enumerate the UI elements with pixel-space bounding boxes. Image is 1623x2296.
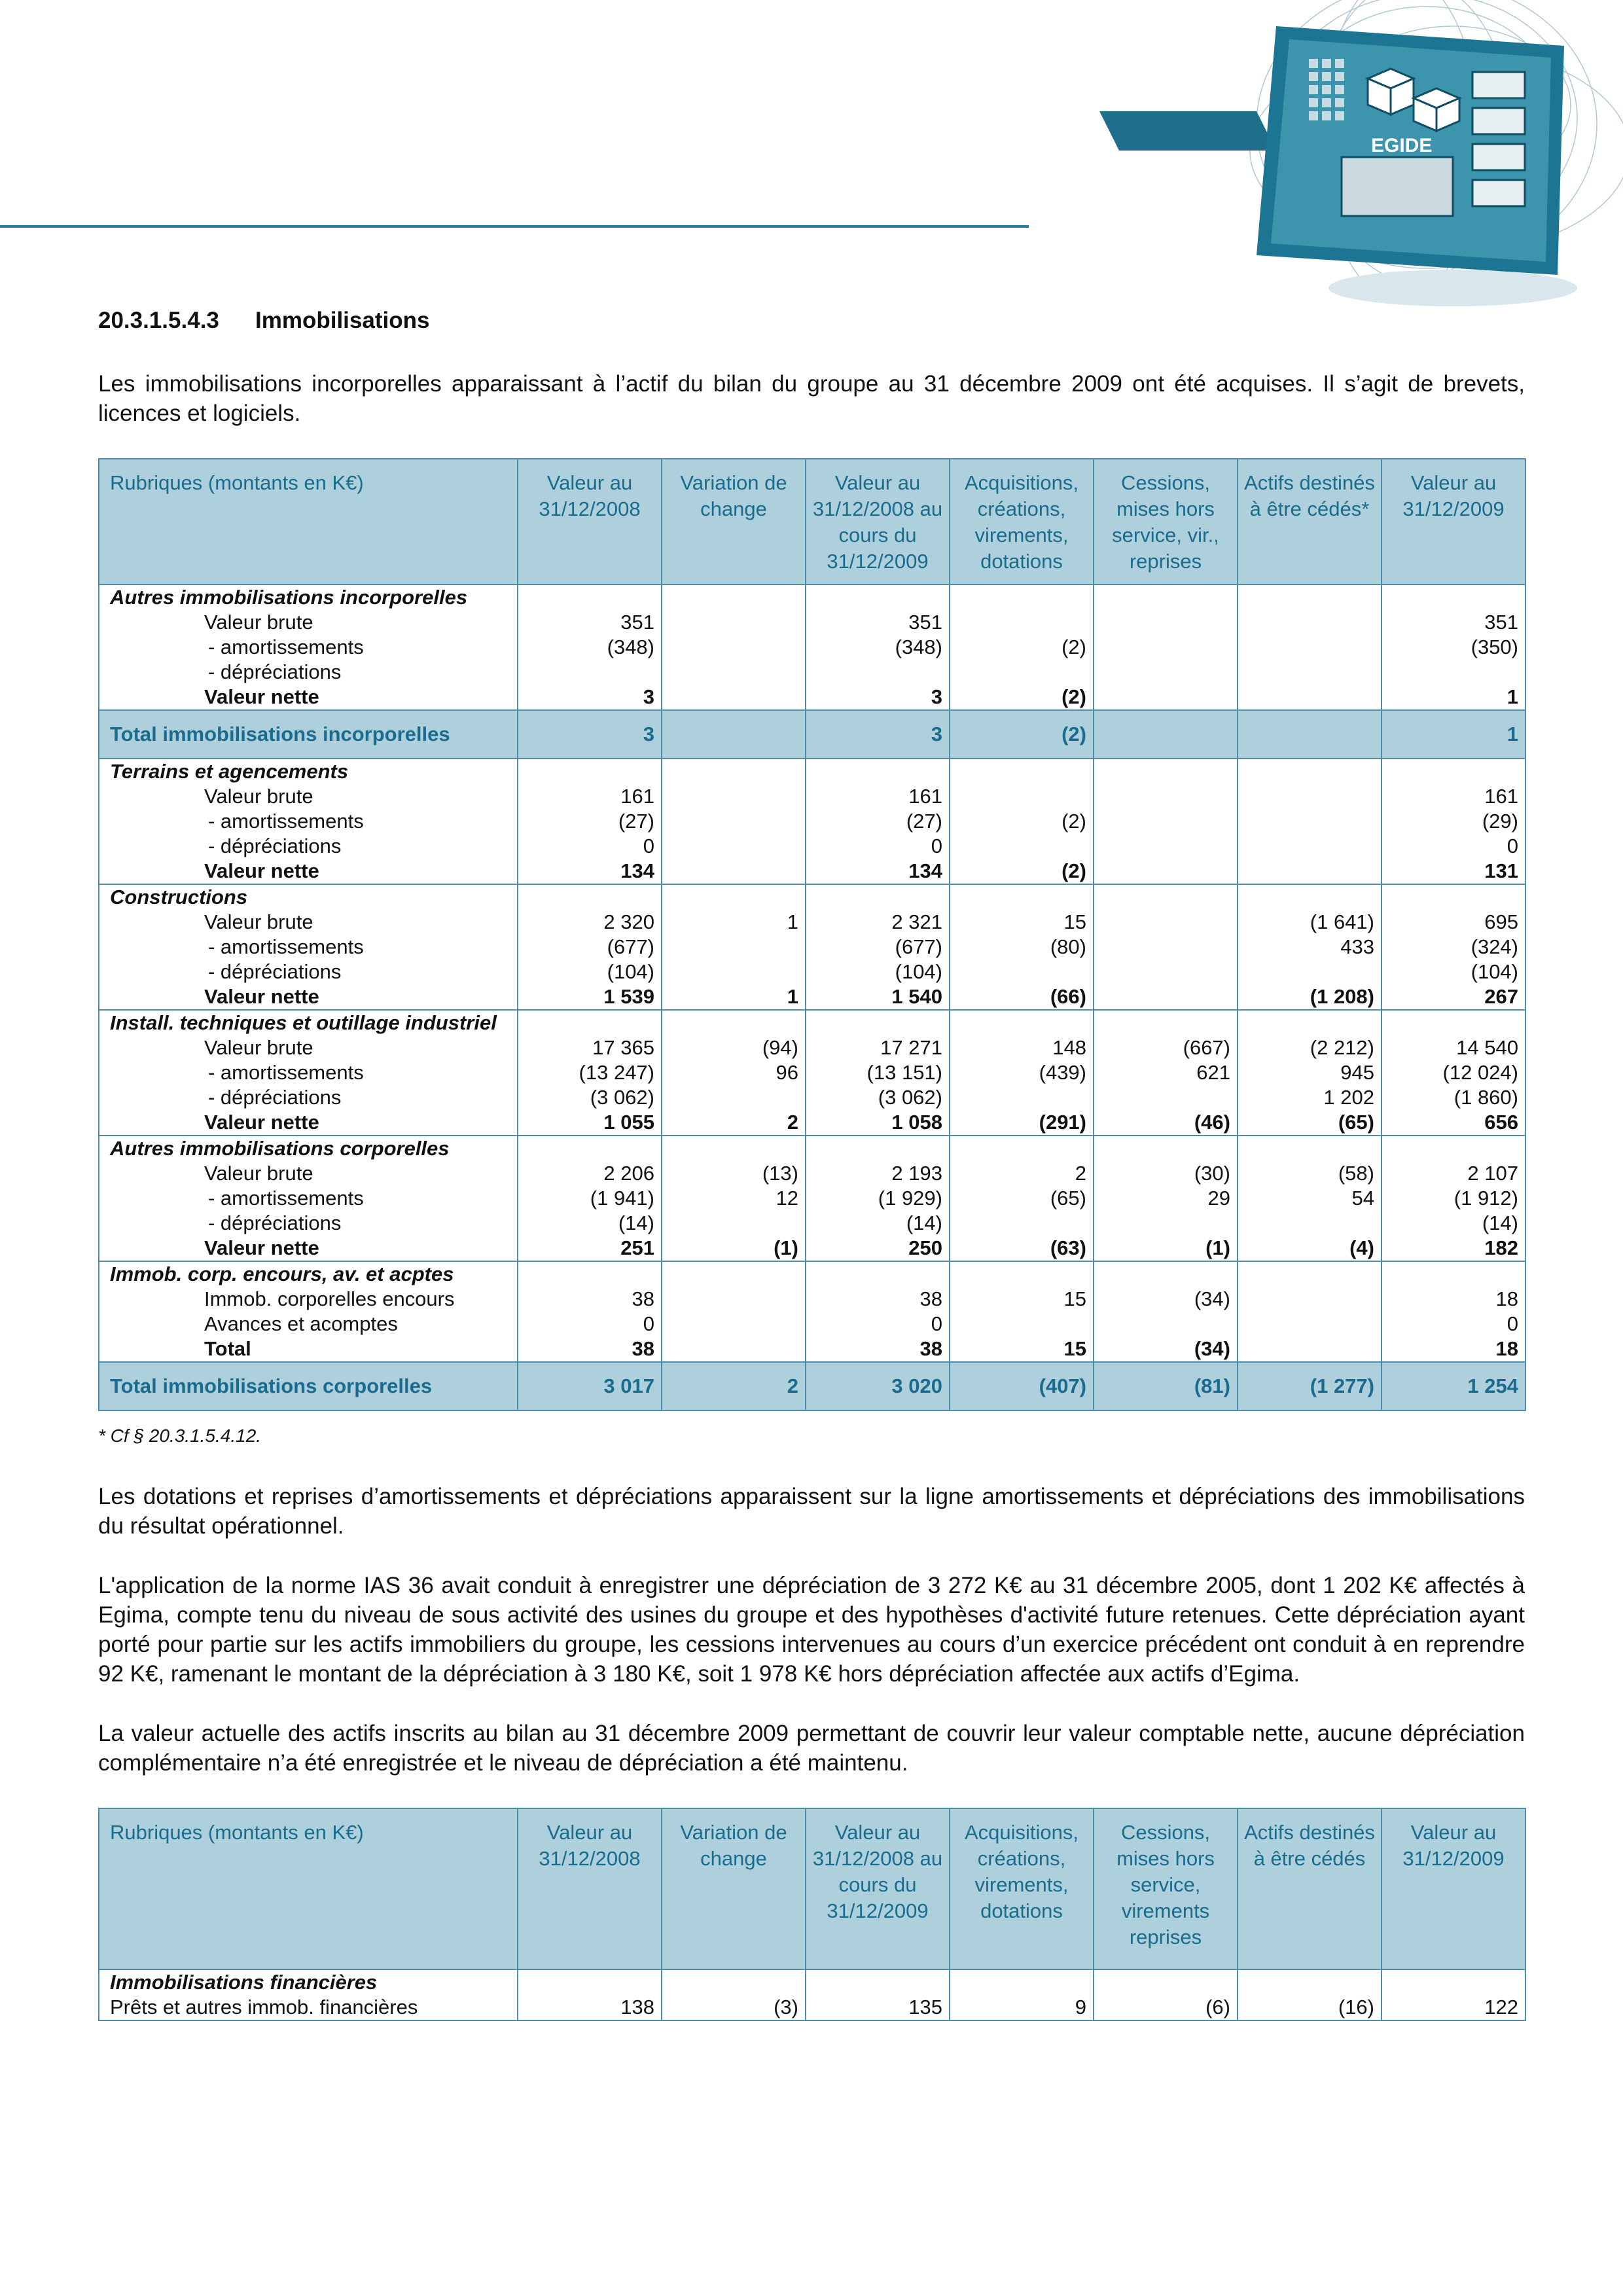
table-cell: (324) bbox=[1471, 935, 1518, 958]
column-header: Cessions, mises hors service, virements reprises bbox=[1094, 1808, 1238, 1969]
table-cell bbox=[669, 809, 798, 834]
table-cell: 621 bbox=[1196, 1061, 1230, 1084]
table-cell bbox=[1101, 784, 1230, 809]
table-cell bbox=[957, 1312, 1086, 1336]
table-cell bbox=[1245, 660, 1374, 685]
table-cell: 138 bbox=[620, 1996, 654, 2018]
table-cell: 351 bbox=[1484, 611, 1518, 634]
table-cell bbox=[1101, 910, 1230, 935]
table-cell: 267 bbox=[1484, 985, 1518, 1008]
table-cell: (439) bbox=[1039, 1061, 1086, 1084]
logo-text: EGIDE bbox=[1371, 135, 1433, 156]
header-rule bbox=[0, 225, 1029, 228]
table-cell bbox=[662, 710, 806, 759]
table-cell: 351 bbox=[620, 611, 654, 634]
row-label: - dépréciations bbox=[208, 660, 342, 683]
table-cell: 17 271 bbox=[880, 1036, 942, 1059]
section-heading bbox=[98, 308, 1525, 334]
table-cell: 250 bbox=[908, 1236, 942, 1259]
table-cell: 29 bbox=[1207, 1187, 1230, 1210]
row-label: Valeur nette bbox=[204, 1111, 319, 1134]
table-cell: (677) bbox=[895, 935, 942, 958]
table-cell: 38 bbox=[919, 1287, 942, 1310]
table-cell: (1 277) bbox=[1238, 1362, 1382, 1410]
table-cell: (1 860) bbox=[1454, 1086, 1518, 1109]
table-cell: 96 bbox=[776, 1061, 798, 1084]
table-cell: 15 bbox=[1063, 1337, 1086, 1360]
table-cell: (350) bbox=[1471, 636, 1518, 658]
column-header: Valeur au 31/12/2008 au cours du 31/12/2009 bbox=[806, 1808, 950, 1969]
column-header: Variation de change bbox=[662, 459, 806, 584]
table-cell: (667) bbox=[1183, 1036, 1230, 1059]
table-cell: 433 bbox=[1340, 935, 1374, 958]
paragraph: La valeur actuelle des actifs inscrits au bilan au 31 décembre 2009 permettant de couvrir leur valeur comptable nette, aucune dépréciation complémentaire n’a été enregistrée et le niveau de dépréciation a été maintenu. bbox=[98, 1721, 1525, 1776]
table-cell bbox=[1101, 660, 1230, 685]
table-cell bbox=[669, 685, 798, 709]
table-cell bbox=[1101, 834, 1230, 859]
table-cell: 3 bbox=[806, 710, 950, 759]
table-cell: (348) bbox=[607, 636, 654, 658]
table-cell: (1 208) bbox=[1310, 985, 1374, 1008]
row-label: Valeur brute bbox=[204, 611, 313, 634]
table-cell: (80) bbox=[1050, 935, 1086, 958]
table-cell: (34) bbox=[1194, 1337, 1230, 1360]
table-cell bbox=[957, 1085, 1086, 1110]
table-cell: 131 bbox=[1484, 859, 1518, 882]
total-label: Total immobilisations incorporelles bbox=[99, 710, 518, 759]
table-cell bbox=[1101, 685, 1230, 709]
table-cell: (34) bbox=[1194, 1287, 1230, 1310]
column-header: Valeur au 31/12/2009 bbox=[1382, 1808, 1525, 1969]
table-cell: 122 bbox=[1484, 1996, 1518, 2018]
table-cell: (66) bbox=[1050, 985, 1086, 1008]
row-label: Prêts et autres immob. financières bbox=[110, 1996, 418, 2018]
table-cell: (348) bbox=[895, 636, 942, 658]
table-cell: 1 202 bbox=[1323, 1086, 1374, 1109]
table-cell: (104) bbox=[1471, 960, 1518, 983]
table-group bbox=[99, 1969, 1525, 2020]
table-cell: (4) bbox=[1349, 1236, 1374, 1259]
table-cell: 134 bbox=[908, 859, 942, 882]
group-title: Terrains et agencements bbox=[110, 760, 349, 783]
row-label: - amortissements bbox=[208, 810, 364, 833]
table-cell: (3 062) bbox=[878, 1086, 942, 1109]
table-cell: (14) bbox=[618, 1211, 654, 1234]
table-cell: 15 bbox=[1063, 1287, 1086, 1310]
row-label: Valeur brute bbox=[204, 910, 313, 933]
table-cell: (2) bbox=[950, 710, 1094, 759]
row-label: - dépréciations bbox=[208, 834, 342, 857]
table-cell: 2 206 bbox=[603, 1162, 654, 1185]
row-label: - dépréciations bbox=[208, 960, 342, 983]
table-cell: (29) bbox=[1482, 810, 1518, 833]
page-content bbox=[98, 308, 1525, 2021]
table-cell bbox=[1245, 1312, 1374, 1336]
table-cell: (13) bbox=[762, 1162, 798, 1185]
table-cell: 18 bbox=[1495, 1337, 1518, 1360]
table-cell bbox=[1245, 784, 1374, 809]
immobilisations-financieres-table bbox=[98, 1808, 1526, 2021]
column-header: Actifs destinés à être cédés bbox=[1238, 1808, 1382, 1969]
table-cell bbox=[813, 660, 942, 685]
group-title: Constructions bbox=[110, 886, 248, 908]
row-label: Valeur nette bbox=[204, 685, 319, 708]
table-cell: (1) bbox=[774, 1236, 798, 1259]
table-cell: 2 bbox=[1075, 1162, 1086, 1185]
table-cell: 1 bbox=[1382, 710, 1525, 759]
table-cell: 134 bbox=[620, 859, 654, 882]
table-group bbox=[99, 1261, 1525, 1362]
table-cell: 1 bbox=[787, 910, 798, 933]
group-title: Autres immobilisations incorporelles bbox=[110, 586, 468, 609]
row-label: Valeur nette bbox=[204, 859, 319, 882]
table-cell: 15 bbox=[1063, 910, 1086, 933]
table-cell: 3 bbox=[518, 710, 662, 759]
group-title: Immob. corp. encours, av. et acptes bbox=[110, 1263, 454, 1285]
column-header: Cessions, mises hors service, vir., reprises bbox=[1094, 459, 1238, 584]
table-cell bbox=[1245, 960, 1374, 984]
table-cell bbox=[669, 1211, 798, 1236]
table-cell bbox=[669, 660, 798, 685]
column-header: Acquisitions, créations, virements, dotations bbox=[950, 459, 1094, 584]
table-cell: (407) bbox=[950, 1362, 1094, 1410]
table-cell: (27) bbox=[906, 810, 942, 833]
table-cell bbox=[669, 834, 798, 859]
paragraph: L'application de la norme IAS 36 avait conduit à enregistrer une dépréciation de 3 272 K€ au 31 décembre 2005, dont 1 202 K€ affectés à Egima, compte tenu du niveau de sous activité des usines du groupe et des hypothèses d'activité future retenues. Cette dépréciation ayant porté pour partie sur les actifs immobiliers du groupe, les cessions intervenues au cours d’un exercice précédent ont conduit à en reprendre 92 K€, ramenant le montant de la dépréciation à 3 180 K€, soit 1 978 K€ hors dépréciation affectée aux actifs d’Egima. bbox=[98, 1573, 1525, 1687]
row-label: - amortissements bbox=[208, 935, 364, 958]
table-cell: 3 017 bbox=[518, 1362, 662, 1410]
table-cell: (1 929) bbox=[878, 1187, 942, 1210]
table-cell bbox=[957, 610, 1086, 635]
row-label: - dépréciations bbox=[208, 1211, 342, 1234]
table-cell: (1) bbox=[1205, 1236, 1230, 1259]
total-row bbox=[99, 1362, 1525, 1410]
table-cell bbox=[669, 1336, 798, 1361]
egide-logo bbox=[1060, 0, 1623, 308]
table-cell bbox=[1101, 960, 1230, 984]
table-group bbox=[99, 1010, 1525, 1136]
table-group bbox=[99, 884, 1525, 1010]
table-cell bbox=[957, 1211, 1086, 1236]
table-cell: 148 bbox=[1052, 1036, 1086, 1059]
table-cell: (27) bbox=[618, 810, 654, 833]
table-cell: (94) bbox=[762, 1036, 798, 1059]
table-cell: 161 bbox=[908, 785, 942, 808]
table-cell: (1 641) bbox=[1310, 910, 1374, 933]
table-cell bbox=[669, 784, 798, 809]
table-cell bbox=[669, 1287, 798, 1312]
table-cell: 0 bbox=[1507, 834, 1518, 857]
table-cell: 3 bbox=[643, 685, 654, 708]
table-cell bbox=[669, 610, 798, 635]
table-cell: (1 912) bbox=[1454, 1187, 1518, 1210]
table-cell: 1 bbox=[1507, 685, 1518, 708]
table-cell: (58) bbox=[1338, 1162, 1374, 1185]
table-cell bbox=[1101, 635, 1230, 660]
table-cell: 38 bbox=[919, 1337, 942, 1360]
footnote: * Cf § 20.3.1.5.4.12. bbox=[98, 1426, 262, 1446]
table-cell: (1 941) bbox=[590, 1187, 654, 1210]
table-cell: 1 540 bbox=[891, 985, 942, 1008]
row-label: Valeur brute bbox=[204, 1036, 313, 1059]
table-cell bbox=[1101, 610, 1230, 635]
row-label: Valeur nette bbox=[204, 985, 319, 1008]
table-cell: 656 bbox=[1484, 1111, 1518, 1134]
total-row bbox=[99, 710, 1525, 759]
table-cell: 1 539 bbox=[603, 985, 654, 1008]
row-label: Valeur brute bbox=[204, 785, 313, 808]
table-cell bbox=[1101, 1312, 1230, 1336]
table-cell bbox=[1101, 1085, 1230, 1110]
table-cell: 38 bbox=[632, 1287, 654, 1310]
column-header: Valeur au 31/12/2008 bbox=[518, 459, 662, 584]
table-cell bbox=[1245, 610, 1374, 635]
row-label: - amortissements bbox=[208, 636, 364, 658]
table-cell: 0 bbox=[643, 1312, 654, 1335]
table-cell: 18 bbox=[1495, 1287, 1518, 1310]
table-cell: (81) bbox=[1094, 1362, 1238, 1410]
table-cell: (13 247) bbox=[579, 1061, 654, 1084]
table-cell: (16) bbox=[1338, 1996, 1374, 2018]
table-cell: 2 193 bbox=[891, 1162, 942, 1185]
table-cell: (2) bbox=[1061, 859, 1086, 882]
table-cell: (63) bbox=[1050, 1236, 1086, 1259]
table-cell: 2 bbox=[787, 1111, 798, 1134]
table-cell: 1 bbox=[787, 985, 798, 1008]
table-cell: (65) bbox=[1338, 1111, 1374, 1134]
column-header: Valeur au 31/12/2008 bbox=[518, 1808, 662, 1969]
table-cell: 351 bbox=[908, 611, 942, 634]
table-cell: 2 bbox=[662, 1362, 806, 1410]
table-cell: 2 321 bbox=[891, 910, 942, 933]
chip-graphic bbox=[1060, 0, 1623, 308]
group-title: Autres immobilisations corporelles bbox=[110, 1137, 450, 1160]
table-cell bbox=[1101, 984, 1230, 1009]
table-cell: (12 024) bbox=[1442, 1061, 1518, 1084]
table-cell: (104) bbox=[895, 960, 942, 983]
table-cell bbox=[669, 635, 798, 660]
table-cell bbox=[669, 1312, 798, 1336]
table-cell bbox=[1389, 660, 1518, 685]
group-title: Immobilisations financières bbox=[110, 1971, 378, 1994]
table-group bbox=[99, 759, 1525, 884]
table-cell: 0 bbox=[1507, 1312, 1518, 1335]
table-cell: (14) bbox=[1482, 1211, 1518, 1234]
table-cell bbox=[669, 1085, 798, 1110]
immobilisations-table bbox=[98, 458, 1526, 1411]
table-cell: (291) bbox=[1039, 1111, 1086, 1134]
table-cell: 945 bbox=[1340, 1061, 1374, 1084]
table-cell: (104) bbox=[607, 960, 654, 983]
table-cell: (14) bbox=[906, 1211, 942, 1234]
table-cell bbox=[1101, 1211, 1230, 1236]
table-cell: (30) bbox=[1194, 1162, 1230, 1185]
table-cell bbox=[957, 960, 1086, 984]
table-cell: 54 bbox=[1351, 1187, 1374, 1210]
column-header: Rubriques (montants en K€) bbox=[99, 459, 518, 584]
table-cell: 135 bbox=[908, 1996, 942, 2018]
table-cell: 1 254 bbox=[1382, 1362, 1525, 1410]
table-cell bbox=[957, 834, 1086, 859]
table-cell bbox=[669, 859, 798, 884]
row-label: - dépréciations bbox=[208, 1086, 342, 1109]
table-group bbox=[99, 1136, 1525, 1261]
table-cell: (13 151) bbox=[866, 1061, 942, 1084]
section-number: 20.3.1.5.4.3 bbox=[98, 308, 219, 333]
table-cell: 9 bbox=[1075, 1996, 1086, 2018]
table-cell bbox=[1101, 859, 1230, 884]
column-header: Rubriques (montants en K€) bbox=[99, 1808, 518, 1969]
table-cell: 12 bbox=[776, 1187, 798, 1210]
table-cell: 161 bbox=[1484, 785, 1518, 808]
group-title: Install. techniques et outillage industriel bbox=[110, 1011, 497, 1034]
table-cell bbox=[1238, 710, 1382, 759]
table-cell: (2) bbox=[1061, 810, 1086, 833]
table-cell: 3 bbox=[931, 685, 942, 708]
paragraph: Les dotations et reprises d’amortissements et dépréciations apparaissent sur la ligne amortissements et dépréciations des immobilisations du résultat opérationnel. bbox=[98, 1484, 1525, 1539]
column-header: Valeur au 31/12/2009 bbox=[1382, 459, 1525, 584]
table-cell bbox=[1245, 1336, 1374, 1361]
intro-paragraph: Les immobilisations incorporelles apparaissant à l’actif du bilan du groupe au 31 décembre 2009 ont été acquises. Il s’agit de brevets, licences et logiciels. bbox=[98, 371, 1525, 426]
table-cell bbox=[669, 935, 798, 960]
table-cell: 182 bbox=[1484, 1236, 1518, 1259]
table-cell: 38 bbox=[632, 1337, 654, 1360]
row-label: Avances et acomptes bbox=[204, 1312, 398, 1335]
table-cell: 3 020 bbox=[806, 1362, 950, 1410]
table-cell: 17 365 bbox=[592, 1036, 654, 1059]
table-cell: 0 bbox=[931, 834, 942, 857]
column-header: Acquisitions, créations, virements, dotations bbox=[950, 1808, 1094, 1969]
table-cell bbox=[1245, 859, 1374, 884]
table-cell: 14 540 bbox=[1456, 1036, 1518, 1059]
column-header: Actifs destinés à être cédés* bbox=[1238, 459, 1382, 584]
table-header-row bbox=[99, 1808, 1525, 1969]
total-label: Total immobilisations corporelles bbox=[99, 1362, 518, 1410]
table-cell: 251 bbox=[620, 1236, 654, 1259]
table-cell bbox=[669, 960, 798, 984]
row-label: - amortissements bbox=[208, 1187, 364, 1210]
table-cell bbox=[957, 660, 1086, 685]
section-title: Immobilisations bbox=[255, 308, 430, 333]
table-cell: 0 bbox=[643, 834, 654, 857]
table-cell: 0 bbox=[931, 1312, 942, 1335]
table-cell: (677) bbox=[607, 935, 654, 958]
table-cell bbox=[1101, 935, 1230, 960]
row-label: - amortissements bbox=[208, 1061, 364, 1084]
table-cell bbox=[525, 660, 654, 685]
table-cell bbox=[1245, 635, 1374, 660]
table-cell: 1 055 bbox=[603, 1111, 654, 1134]
table-cell: 161 bbox=[620, 785, 654, 808]
row-label: Valeur brute bbox=[204, 1162, 313, 1185]
table-group bbox=[99, 584, 1525, 710]
table-cell: (3) bbox=[774, 1996, 798, 2018]
table-cell: (2) bbox=[1061, 685, 1086, 708]
row-label: Valeur nette bbox=[204, 1236, 319, 1259]
table-cell: 2 320 bbox=[603, 910, 654, 933]
row-label: Immob. corporelles encours bbox=[204, 1287, 455, 1310]
table-cell: (46) bbox=[1194, 1111, 1230, 1134]
table-cell bbox=[1101, 809, 1230, 834]
table-cell: (6) bbox=[1205, 1996, 1230, 2018]
table-cell bbox=[1245, 834, 1374, 859]
column-header: Variation de change bbox=[662, 1808, 806, 1969]
table-cell bbox=[1245, 685, 1374, 709]
table-cell: (2 212) bbox=[1310, 1036, 1374, 1059]
table-cell bbox=[957, 784, 1086, 809]
table-cell: (2) bbox=[1061, 636, 1086, 658]
table-cell bbox=[1245, 809, 1374, 834]
table-header-row bbox=[99, 459, 1525, 584]
table-cell bbox=[1245, 1287, 1374, 1312]
table-cell: 1 058 bbox=[891, 1111, 942, 1134]
row-label: Total bbox=[204, 1337, 251, 1360]
column-header: Valeur au 31/12/2008 au cours du 31/12/2009 bbox=[806, 459, 950, 584]
table-cell: 2 107 bbox=[1467, 1162, 1518, 1185]
table-cell: 695 bbox=[1484, 910, 1518, 933]
table-cell: (3 062) bbox=[590, 1086, 654, 1109]
table-cell bbox=[1094, 710, 1238, 759]
table-cell: (65) bbox=[1050, 1187, 1086, 1210]
table-cell bbox=[1245, 1211, 1374, 1236]
